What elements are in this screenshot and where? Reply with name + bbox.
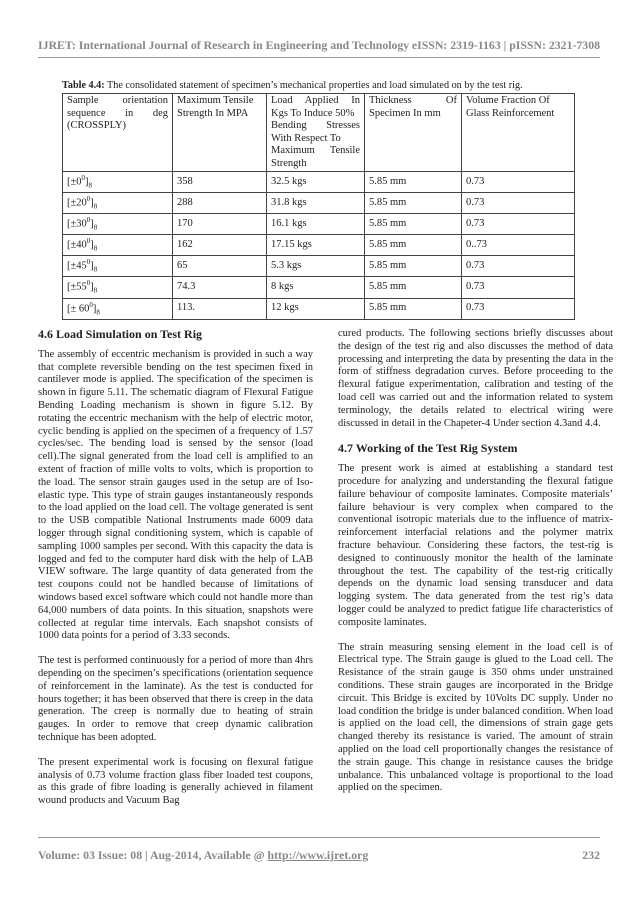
cell-tensile-strength: 65	[173, 256, 267, 277]
cell-load-applied: 32.5 kgs	[267, 172, 365, 193]
section-heading-4-7: 4.7 Working of the Test Rig System	[338, 441, 518, 456]
header-max-tensile-strength: Maximum Tensile Strength In MPA	[173, 94, 267, 172]
table-row	[63, 235, 575, 256]
cell-load-applied: 16.1 kgs	[267, 214, 365, 235]
paragraph: The test is performed continuously for a period of more than 4hrs depending on the specimen’s specifications (orientation sequence of reinforcement in the laminate). As the test is conducted for hours together; it has been observed that there is creep in the data generation. The creep is normally due to heating of strain gauges. In order to remove that creep dynamic calibration technique has been adopted.	[38, 655, 313, 743]
left-column	[38, 328, 313, 820]
header-divider	[38, 57, 600, 58]
page-footer	[38, 848, 600, 863]
paragraph: The assembly of eccentric mechanism is provided in such a way that complete reversible bending on the test specimen fixed in cantilever mode is applied. The specification of the specimen is shown in figure 5.11. The schematic diagram of Flexural Fatigue Bending Loading mechanism is shown in figure 5.12. By rotating the eccentric mechanism with the help of electric motor, cyclic bending is applied on the specimen of a frequency of 1.57 cycles/sec. The bending load is sensed by the sensor (load cell).The signal generated from the load cell is amplified to an extent of fraction of mille volts to volts, which is proportion to the load. The sensor strain gauges used in the setup are of Iso-elastic type. This type of strain gauges instantaneously responds to the load applied on the load cell. The voltage generated is sent to the USB compatible National Instruments made 6009 data logger through signal conditioning system, which is capable of sampling 1000 samples per second. With this capacity the data is logged and fed to the computer hard disk with the help of LAB VIEW software. The large quantity of data generated from the test coupons could not be handled because of limitations of windows based excel software which could not handle more than 64,000 numbers of data points. In this situation, snapshots were collected at regular time intervals. Each snapshot consists of 1000 data points for a period of 3.33 seconds.	[38, 348, 313, 642]
page-number: 232	[582, 848, 600, 862]
cell-volume-fraction: 0.73	[462, 298, 575, 319]
cell-tensile-strength: 170	[173, 214, 267, 235]
table-row	[63, 193, 575, 214]
cell-tensile-strength: 113.	[173, 298, 267, 319]
page-header	[38, 38, 600, 56]
table-row	[63, 172, 575, 193]
header-volume-fraction: Volume Fraction Of Glass Reinforcement	[462, 94, 575, 172]
cell-tensile-strength: 162	[173, 235, 267, 256]
journal-title: IJRET: International Journal of Research in Engineering and Technology	[38, 38, 410, 52]
issn-label: eISSN: 2319-1163 | pISSN: 2321-7308	[411, 38, 600, 52]
paragraph: The present experimental work is focusing on flexural fatigue analysis of 0.73 volume fraction glass fiber loaded test coupons, as this grade of fibre loading is generally achieved in filament wound products and Vacuum Bag	[38, 756, 313, 807]
cell-load-applied: 5.3 kgs	[267, 256, 365, 277]
cell-thickness: 5.85 mm	[365, 256, 462, 277]
table-row	[63, 214, 575, 235]
paragraph: The present work is aimed at establishing a standard test procedure for analyzing and understanding the flexural fatigue failure behaviour of composite laminates. Composite materials’ failure behaviour is very complex when compared to the conventional isotropic materials due to the influence of matrix-reinforcement interfacial relations and the polymer matrix fracture behaviour. Considering these factors, the test-rig is designed to continuously monitor the health of the laminate throughout the test. The capability of the test-rig critically depends on the dynamic load sensing transducer and data logging system. The data generated from the test rig’s data logger could be analyzed to predict fatigue life characteristics of composite laminates.	[338, 463, 613, 628]
cell-orientation: $[\pm 0^0]_8$	[63, 172, 173, 193]
cell-thickness: 5.85 mm	[365, 235, 462, 256]
cell-orientation: [± $60^0]_8$	[63, 298, 173, 319]
table-row	[63, 256, 575, 277]
cell-tensile-strength: 288	[173, 193, 267, 214]
header-load-applied: Load Applied In Kgs To Induce 50% Bending Stresses With Respect To Maximum Tensile Strength	[267, 94, 365, 172]
cell-tensile-strength: 74.3	[173, 277, 267, 298]
cell-thickness: 5.85 mm	[365, 214, 462, 235]
cell-load-applied: 12 kgs	[267, 298, 365, 319]
cell-volume-fraction: 0..73	[462, 235, 575, 256]
header-sample-orientation: Sample orientation sequence in deg (CROSSPLY)	[63, 94, 173, 172]
table-row	[63, 298, 575, 319]
cell-load-applied: 17.15 kgs	[267, 235, 365, 256]
specimen-properties-table	[62, 93, 575, 320]
table-caption-text: The consolidated statement of specimen’s mechanical properties and load simulated on by the test rig.	[104, 80, 523, 91]
paragraph: cured products. The following sections briefly discusses about the design of the test rig and also discusses the method of data processing and interpreting the data by presenting the data in the form of stiffness degradation curves. Before proceeding to the flexural fatigue experimentation, calibration and testing of the load cell was carried out and the information related to system terminology, the details related to electrical wiring were discussed in detail in the Chapeter-4 Under section 4.3and 4.4.	[338, 328, 613, 429]
footer-volume-info: Volume: 03 Issue: 08 | Aug-2014, Available @ http://www.ijret.org	[38, 848, 369, 862]
cell-orientation: $[\pm 30^0]_8$	[63, 214, 173, 235]
paragraph: The strain measuring sensing element in the load cell is of Electrical type. The Strain gauge is glued to the Load cell. The Resistance of the strain gauge is 350 ohms under unstrained conditions. These strain gauges are incorporated in the Bridge circuit. This Bridge is excited by 10Volts DC supply. Under no load condition the bridge is under balanced condition. When load is applied on the load cell, the dimensions of strain gage gets changed thereby its resistance is varied. The amount of strain applied on the load cell proportionally changes the resistance of the strain gauge. This change in resistance causes the bridge unbalance. This unbalanced voltage is proportional to the load applied on the specimen.	[338, 641, 613, 794]
cell-thickness: 5.85 mm	[365, 193, 462, 214]
cell-tensile-strength: 358	[173, 172, 267, 193]
header-thickness: Thickness Of Specimen In mm	[365, 94, 462, 172]
table-row	[63, 277, 575, 298]
cell-volume-fraction: 0.73	[462, 172, 575, 193]
cell-volume-fraction: 0.73	[462, 256, 575, 277]
journal-url-link[interactable]: http://www.ijret.org	[267, 848, 369, 862]
cell-thickness: 5.85 mm	[365, 298, 462, 319]
cell-thickness: 5.85 mm	[365, 172, 462, 193]
footer-divider	[38, 837, 600, 838]
table-header-row	[63, 94, 575, 172]
cell-orientation: $[\pm 20^0]_8$	[63, 193, 173, 214]
cell-volume-fraction: 0.73	[462, 277, 575, 298]
section-heading-4-6: 4.6 Load Simulation on Test Rig	[38, 327, 203, 341]
cell-volume-fraction: 0.73	[462, 193, 575, 214]
cell-orientation: $[\pm 40^0]_8$	[63, 235, 173, 256]
cell-volume-fraction: 0.73	[462, 214, 575, 235]
cell-orientation: $[\pm 55^0]_8$	[63, 277, 173, 298]
cell-orientation: $[\pm 45^0]_8$	[63, 256, 173, 277]
cell-load-applied: 31.8 kgs	[267, 193, 365, 214]
cell-load-applied: 8 kgs	[267, 277, 365, 298]
table-caption	[62, 80, 576, 91]
cell-thickness: 5.85 mm	[365, 277, 462, 298]
right-column	[338, 328, 613, 807]
table-caption-label: Table 4.4:	[62, 80, 105, 91]
